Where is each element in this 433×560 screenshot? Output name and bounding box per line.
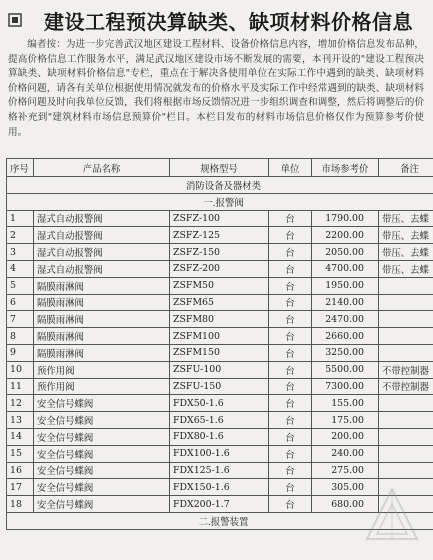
header-unit: 单位 [269,159,312,177]
subsection-title-2: 二.报警装置 [7,512,433,529]
cell-note: 不带控制器 [379,378,433,395]
cell-name: 隔膜雨淋阀 [34,277,170,294]
cell-price: 1790.00 [312,210,379,227]
cell-no: 13 [7,412,34,429]
cell-spec: FDX65-1.6 [170,412,269,429]
cell-name: 隔膜雨淋阀 [34,328,170,345]
cell-name: 隔膜雨淋阀 [34,311,170,328]
cell-unit: 台 [269,311,312,328]
cell-note [379,277,433,294]
table-row [7,428,433,445]
cell-spec: ZSFZ-200 [170,260,269,277]
cell-price: 2140.00 [312,294,379,311]
cell-name: 安全信号蝶阀 [34,462,170,479]
cell-unit: 台 [269,344,312,361]
table-row [7,445,433,462]
cell-no: 4 [7,260,34,277]
cell-price: 240.00 [312,445,379,462]
cell-unit: 台 [269,260,312,277]
cell-price: 680.00 [312,496,379,513]
cell-note [379,445,433,462]
table-row [7,294,433,311]
cell-unit: 台 [269,378,312,395]
table-row [7,412,433,429]
cell-note: 带压、去蝶 [379,210,433,227]
cell-name: 预作用阀 [34,378,170,395]
header-price: 市场参考价 [312,159,379,177]
table-row [7,311,433,328]
cell-name: 湿式自动报警阀 [34,210,170,227]
table-row [7,277,433,294]
cell-no: 10 [7,361,34,378]
cell-no: 6 [7,294,34,311]
cell-no: 17 [7,479,34,496]
cell-price: 3250.00 [312,344,379,361]
cell-unit: 台 [269,496,312,513]
subsection-row [7,193,433,210]
table-row [7,210,433,227]
cell-no: 15 [7,445,34,462]
header-spec: 规格型号 [170,159,269,177]
cell-spec: ZSFZ-100 [170,210,269,227]
cell-spec: FDX125-1.6 [170,462,269,479]
cell-name: 湿式自动报警阀 [34,227,170,244]
table-row [7,361,433,378]
cell-price: 305.00 [312,479,379,496]
cell-note [379,311,433,328]
table-row [7,378,433,395]
cell-unit: 台 [269,395,312,412]
square-bullet-icon [8,13,22,27]
title-row [6,4,426,34]
table-row [7,227,433,244]
cell-unit: 台 [269,210,312,227]
cell-note: 不带控制器 [379,361,433,378]
cell-price: 2200.00 [312,227,379,244]
cell-name: 安全信号蝶阀 [34,395,170,412]
cell-spec: ZSFU-100 [170,361,269,378]
subsection-title-1: 一.报警阀 [7,193,433,210]
header-name: 产品名称 [34,159,170,177]
cell-no: 9 [7,344,34,361]
cell-unit: 台 [269,462,312,479]
table-header-row [7,159,433,177]
cell-no: 12 [7,395,34,412]
cell-note [379,462,433,479]
cell-no: 11 [7,378,34,395]
cell-spec: ZSFM50 [170,277,269,294]
cell-unit: 台 [269,227,312,244]
cell-unit: 台 [269,361,312,378]
cell-spec: ZSFZ-125 [170,227,269,244]
table-row [7,462,433,479]
cell-spec: FDX100-1.6 [170,445,269,462]
cell-no: 18 [7,496,34,513]
cell-unit: 台 [269,479,312,496]
cell-unit: 台 [269,244,312,261]
cell-note [379,294,433,311]
header-note: 备注 [379,159,433,177]
editor-note: 编者按：为进一步完善武汉地区建设工程材料、设备价格信息内容，增加价格信息发布品种，提高价格信息工作服务水平，满足武汉地区建设市场不断发展的需要，本刊开设的"建设工程预决算缺类、缺项材料价格信息"专栏，重点在于解决各使用单位在实际工作中遇到的缺类、缺项材料价格问题，请各有关单位根据使用情况就发布的价格水平及实际工作中经常遇到的缺类、缺项材料价格问题及时向我单位反馈，我们将根据市场反馈情况进一步组织调查和调整，然后将调整后的价格补充到"建筑材料市场信息预算价"栏目。本栏目发布的材料市场信息价格仅作为预算参考价使用。 [8,39,424,138]
cell-spec: ZSFU-150 [170,378,269,395]
table-row [7,328,433,345]
cell-note [379,395,433,412]
cell-spec: ZSFM80 [170,311,269,328]
cell-price: 7300.00 [312,378,379,395]
cell-name: 湿式自动报警阀 [34,260,170,277]
cell-price: 1950.00 [312,277,379,294]
cell-spec: FDX200-1.7 [170,496,269,513]
cell-spec: ZSFM65 [170,294,269,311]
cell-unit: 台 [269,328,312,345]
cell-spec: ZSFM100 [170,328,269,345]
table-row [7,244,433,261]
cell-unit: 台 [269,294,312,311]
header-no: 序号 [7,159,34,177]
cell-note [379,328,433,345]
cell-price: 4700.00 [312,260,379,277]
cell-no: 14 [7,428,34,445]
cell-price: 2470.00 [312,311,379,328]
cell-unit: 台 [269,428,312,445]
cell-spec: FDX150-1.6 [170,479,269,496]
cell-unit: 台 [269,412,312,429]
cell-name: 安全信号蝶阀 [34,428,170,445]
cell-no: 1 [7,210,34,227]
cell-no: 7 [7,311,34,328]
cell-spec: ZSFZ-150 [170,244,269,261]
cell-no: 2 [7,227,34,244]
cell-no: 8 [7,328,34,345]
page-title: 建设工程预决算缺类、缺项材料价格信息 [44,10,413,34]
cell-no: 16 [7,462,34,479]
cell-unit: 台 [269,277,312,294]
section-row [7,177,433,194]
cell-note: 带压、去蝶 [379,227,433,244]
cell-price: 175.00 [312,412,379,429]
cell-name: 隔膜雨淋阀 [34,344,170,361]
cell-price: 200.00 [312,428,379,445]
cell-name: 安全信号蝶阀 [34,496,170,513]
cell-no: 5 [7,277,34,294]
table-row [7,344,433,361]
table-row [7,260,433,277]
cell-name: 安全信号蝶阀 [34,479,170,496]
cell-name: 预作用阀 [34,361,170,378]
cell-note [379,428,433,445]
cell-note [379,412,433,429]
cell-unit: 台 [269,445,312,462]
cell-note: 带压、去蝶 [379,260,433,277]
cell-price: 275.00 [312,462,379,479]
cell-note [379,344,433,361]
cell-spec: ZSFM150 [170,344,269,361]
table-row [7,395,433,412]
section-title: 消防设备及器材类 [7,177,433,194]
cell-name: 安全信号蝶阀 [34,412,170,429]
cell-name: 安全信号蝶阀 [34,445,170,462]
cell-note: 带压、去蝶 [379,244,433,261]
cell-price: 2660.00 [312,328,379,345]
watermark-logo [357,484,427,554]
cell-spec: FDX80-1.6 [170,428,269,445]
cell-price: 2050.00 [312,244,379,261]
cell-price: 155.00 [312,395,379,412]
cell-price: 5500.00 [312,361,379,378]
price-table [6,158,433,530]
cell-name: 湿式自动报警阀 [34,244,170,261]
cell-spec: FDX50-1.6 [170,395,269,412]
cell-name: 隔膜雨淋阀 [34,294,170,311]
cell-no: 3 [7,244,34,261]
